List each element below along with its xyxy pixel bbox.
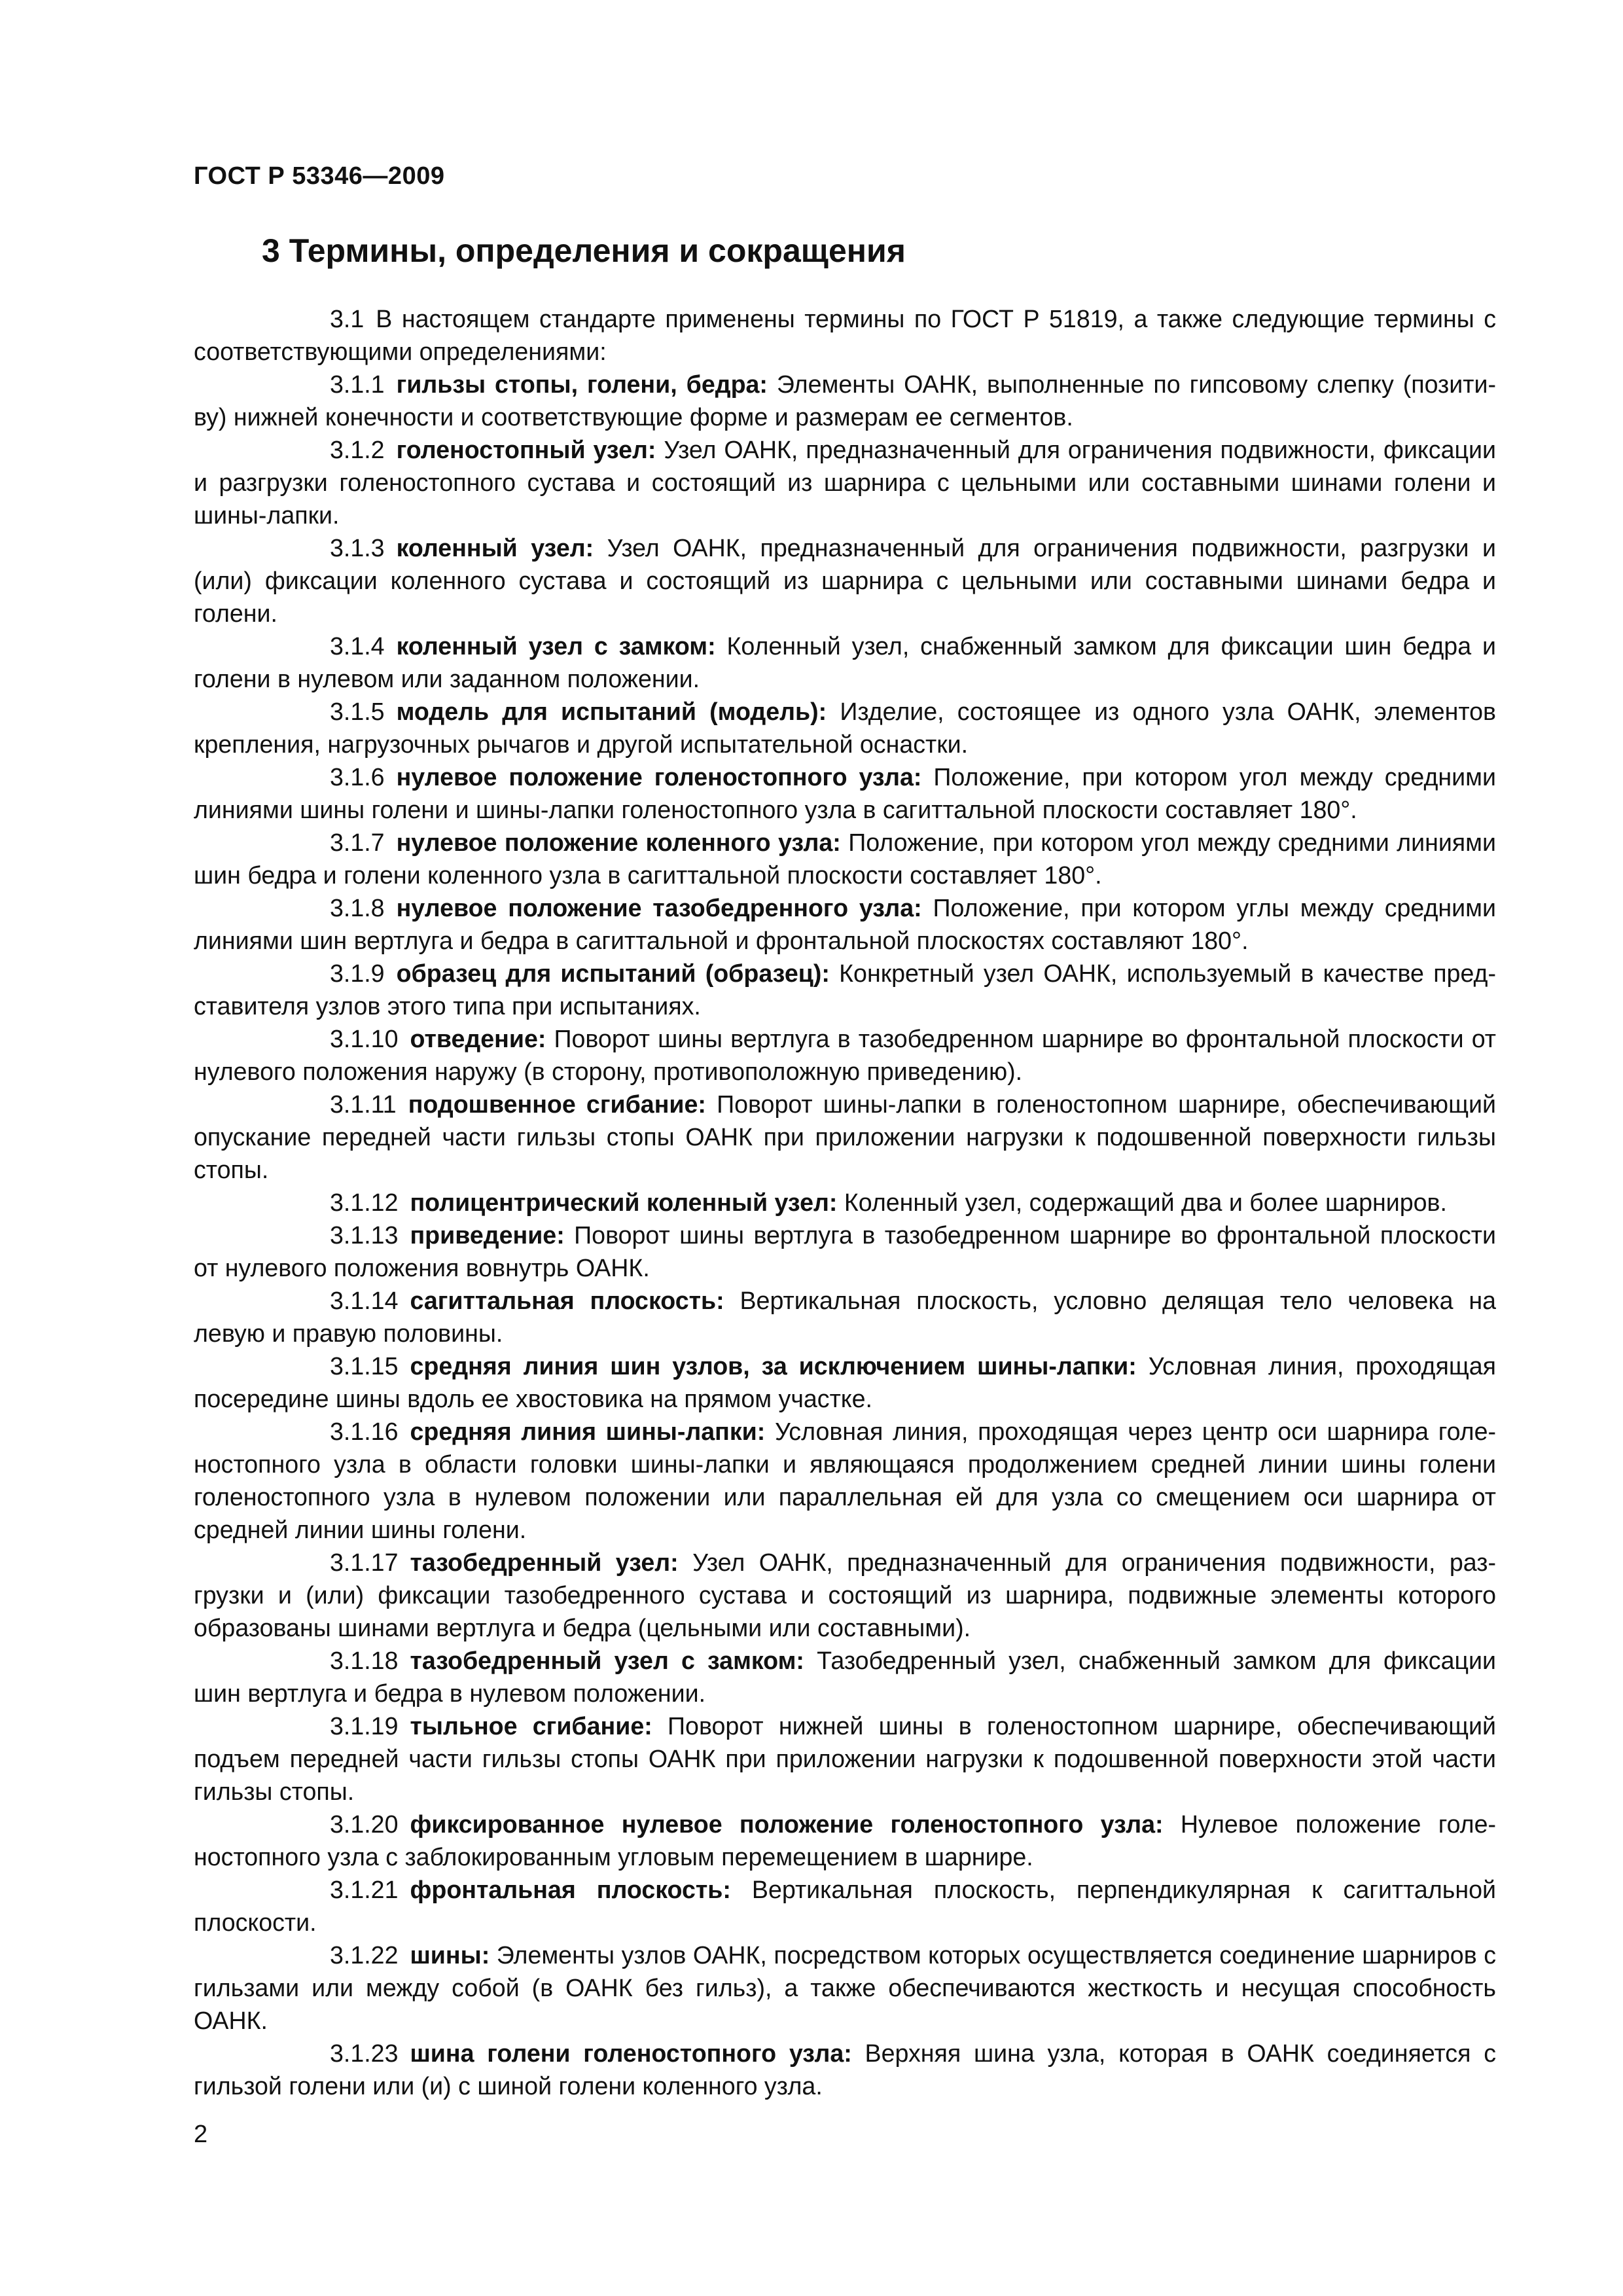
clause-number: 3.1.16 — [330, 1418, 399, 1445]
term-name: фиксированное нулевое положение голеностопного узла: — [410, 1810, 1164, 1838]
term-definition: Вертикальная плоскость, перпендикулярная к сагиттальной плоскости. — [194, 1876, 1496, 1936]
term-name: средняя линия шины-лапки: — [410, 1418, 766, 1445]
clause-number: 3.1.6 — [330, 763, 385, 791]
term-name: полицентрический коленный узел: — [410, 1189, 838, 1216]
term-definition: Тазобедренный узел, снабженный замком для фиксации шин вертлуга и бедра в нулевом положении. — [194, 1647, 1497, 1707]
term-name: шины: — [410, 1941, 490, 1969]
clause-number: 3.1.4 — [330, 632, 385, 660]
term-name: шина голени голеностопного узла: — [410, 2039, 852, 2067]
term-entry — [194, 957, 1496, 1022]
term-entry — [194, 695, 1496, 761]
term-entry — [194, 1939, 1496, 2037]
term-definition: Условная линия, проходящая через центр оси шарнира голеностопного узла в области головки шины-лапки и являющаяся продолжением средней линии шины голени голеностопного узла в нулевом положении или параллельная ей для узла со смещением оси шарнира от средней линии шины голени. — [194, 1418, 1496, 1543]
term-name: гильзы стопы, голени, бедра: — [396, 370, 768, 398]
clause-number: 3.1.3 — [330, 534, 385, 562]
term-definition: Поворот шины-лапки в голеностопном шарнире, обеспечивающий опускание передней части гильзы стопы ОАНК при приложении нагрузки к подошвенной поверхности гильзы стопы. — [194, 1090, 1496, 1183]
term-entry — [194, 2037, 1496, 2102]
term-entry — [194, 531, 1496, 630]
term-definition: Поворот нижней шины в голеностопном шарнире, обеспечивающий подъем передней части гильзы стопы ОАНК при приложении нагрузки к подошвенной поверхности этой части гильзы стопы. — [194, 1712, 1497, 1805]
term-entry — [194, 1546, 1496, 1644]
term-entry — [194, 1186, 1496, 1219]
clause-number: 3.1 — [330, 305, 365, 332]
term-entry — [194, 1873, 1496, 1939]
clause-number: 3.1.8 — [330, 894, 385, 922]
term-entry — [194, 826, 1496, 891]
term-definition: Элементы ОАНК, выполненные по гипсовому слепку (позитиву) нижней конечности и соответствующие форме и размерам ее сегментов. — [194, 370, 1496, 431]
clause-number: 3.1.14 — [330, 1287, 399, 1314]
clause-number: 3.1.1 — [330, 370, 385, 398]
term-name: отведение: — [410, 1025, 546, 1052]
term-name: подошвенное сгибание: — [408, 1090, 706, 1118]
terms-section — [194, 302, 1496, 2102]
term-definition: Нулевое положение голеностопного узла с заблокированным угловым перемещением в шарнире. — [194, 1810, 1496, 1871]
term-name: коленный узел с замком: — [396, 632, 716, 660]
term-entry — [194, 1284, 1496, 1350]
term-name: голеностопный узел: — [396, 436, 656, 463]
term-name: нулевое положение коленного узла: — [396, 829, 841, 856]
term-entry — [194, 891, 1496, 957]
clause-number: 3.1.9 — [330, 960, 385, 987]
term-definition: Поворот шины вертлуга в тазобедренном шарнире во фронтальной плоскости от нулевого положения наружу (в сторону, противоположную приведению). — [194, 1025, 1496, 1085]
term-definition: Верхняя шина узла, которая в ОАНК соединяется с гильзой голени или (и) с шиной голени коленного узла. — [194, 2039, 1496, 2100]
term-entry — [194, 1710, 1496, 1808]
clause-number: 3.1.18 — [330, 1647, 399, 1674]
clause-number: 3.1.23 — [330, 2039, 399, 2067]
term-definition: Положение, при котором угол между средними линиями шин бедра и голени коленного узла в сагиттальной плоскости составляет 180°. — [194, 829, 1496, 889]
term-definition: Условная линия, проходящая посередине шины вдоль ее хвостовика на прямом участке. — [194, 1352, 1496, 1412]
term-entry — [194, 433, 1496, 531]
clause-number: 3.1.10 — [330, 1025, 399, 1052]
term-definition: Вертикальная плоскость, условно делящая тело человека на левую и правую половины. — [194, 1287, 1496, 1347]
term-name: приведение: — [410, 1221, 565, 1249]
term-definition: Узел ОАНК, предназначенный для ограничения подвижности, разгрузки и (или) фиксации тазобедренного сустава и состоящий из шарнира, подвижные элементы которого образованы шинами вертлуга и бедра (цельными или составными). — [194, 1549, 1496, 1641]
term-definition: Элементы узлов ОАНК, посредством которых осуществляется соединение шарниров с гильзами или между собой (в ОАНК без гильз), а также обеспечиваются жесткость и несущая способность ОАНК. — [194, 1941, 1496, 2034]
clause-number: 3.1.13 — [330, 1221, 399, 1249]
term-entry — [194, 1808, 1496, 1873]
clause-number: 3.1.21 — [330, 1876, 399, 1903]
term-name: сагиттальная плоскость: — [410, 1287, 724, 1314]
term-name: тыльное сгибание: — [410, 1712, 652, 1740]
section-title: 3 Термины, определения и сокращения — [262, 232, 906, 269]
term-name: нулевое положение голеностопного узла: — [396, 763, 922, 791]
term-entry — [194, 368, 1496, 433]
term-definition: Узел ОАНК, предназначенный для ограничения подвижности, разгрузки и (или) фиксации коленного сустава и состоящий из шарнира с цельными или составными шинами бедра и голени. — [194, 534, 1496, 627]
term-name: коленный узел: — [396, 534, 594, 562]
term-entry — [194, 1350, 1496, 1415]
term-name: фронтальная плоскость: — [410, 1876, 731, 1903]
term-entry — [194, 630, 1496, 695]
term-entry — [194, 1415, 1496, 1546]
clause-number: 3.1.17 — [330, 1549, 399, 1576]
term-name: образец для испытаний (образец): — [396, 960, 830, 987]
clause-number: 3.1.2 — [330, 436, 385, 463]
clause-number: 3.1.11 — [330, 1090, 397, 1118]
term-definition: Узел ОАНК, предназначенный для ограничения подвижности, фиксации и разгрузки голеностопного сустава и состоящий из шарнира с цельными или составными шинами голени и шины-лапки. — [194, 436, 1496, 529]
term-entry — [194, 1219, 1496, 1284]
clause-number: 3.1.20 — [330, 1810, 399, 1838]
term-entry — [194, 761, 1496, 826]
term-definition: Коленный узел, снабженный замком для фиксации шин бедра и голени в нулевом или заданном положении. — [194, 632, 1496, 692]
terms-list — [194, 368, 1496, 2102]
term-entry — [194, 1022, 1496, 1088]
term-definition: Положение, при котором угол между средними линиями шины голени и шины-лапки голеностопного узла в сагиттальной плоскости составляет 180°. — [194, 763, 1496, 823]
intro-paragraph — [194, 302, 1496, 368]
clause-number: 3.1.22 — [330, 1941, 399, 1969]
clause-number: 3.1.19 — [330, 1712, 399, 1740]
term-definition: Конкретный узел ОАНК, используемый в качестве представителя узлов этого типа при испытаниях. — [194, 960, 1496, 1020]
clause-number: 3.1.7 — [330, 829, 385, 856]
term-definition: Коленный узел, содержащий два и более шарниров. — [844, 1189, 1447, 1216]
clause-number: 3.1.5 — [330, 698, 385, 725]
term-definition: Изделие, состоящее из одного узла ОАНК, элементов крепления, нагрузочных рычагов и другой испытательной оснастки. — [194, 698, 1496, 758]
clause-number: 3.1.15 — [330, 1352, 399, 1380]
term-name: тазобедренный узел с замком: — [410, 1647, 804, 1674]
term-name: нулевое положение тазобедренного узла: — [396, 894, 922, 922]
term-entry — [194, 1644, 1496, 1710]
intro-text: В настоящем стандарте применены термины по ГОСТ Р 51819, а также следующие термины с соответствующими определениями: — [194, 305, 1496, 365]
clause-number: 3.1.12 — [330, 1189, 399, 1216]
term-name: модель для испытаний (модель): — [396, 698, 827, 725]
term-name: тазобедренный узел: — [410, 1549, 679, 1576]
standard-identifier: ГОСТ Р 53346—2009 — [194, 162, 445, 190]
term-entry — [194, 1088, 1496, 1186]
term-name: средняя линия шин узлов, за исключением шины-лапки: — [410, 1352, 1137, 1380]
term-definition: Положение, при котором углы между средними линиями шин вертлуга и бедра в сагиттальной и фронтальной плоскостях составляют 180°. — [194, 894, 1496, 954]
term-definition: Поворот шины вертлуга в тазобедренном шарнире во фронтальной плоскости от нулевого положения вовнутрь ОАНК. — [194, 1221, 1496, 1282]
page-number: 2 — [194, 2121, 208, 2148]
